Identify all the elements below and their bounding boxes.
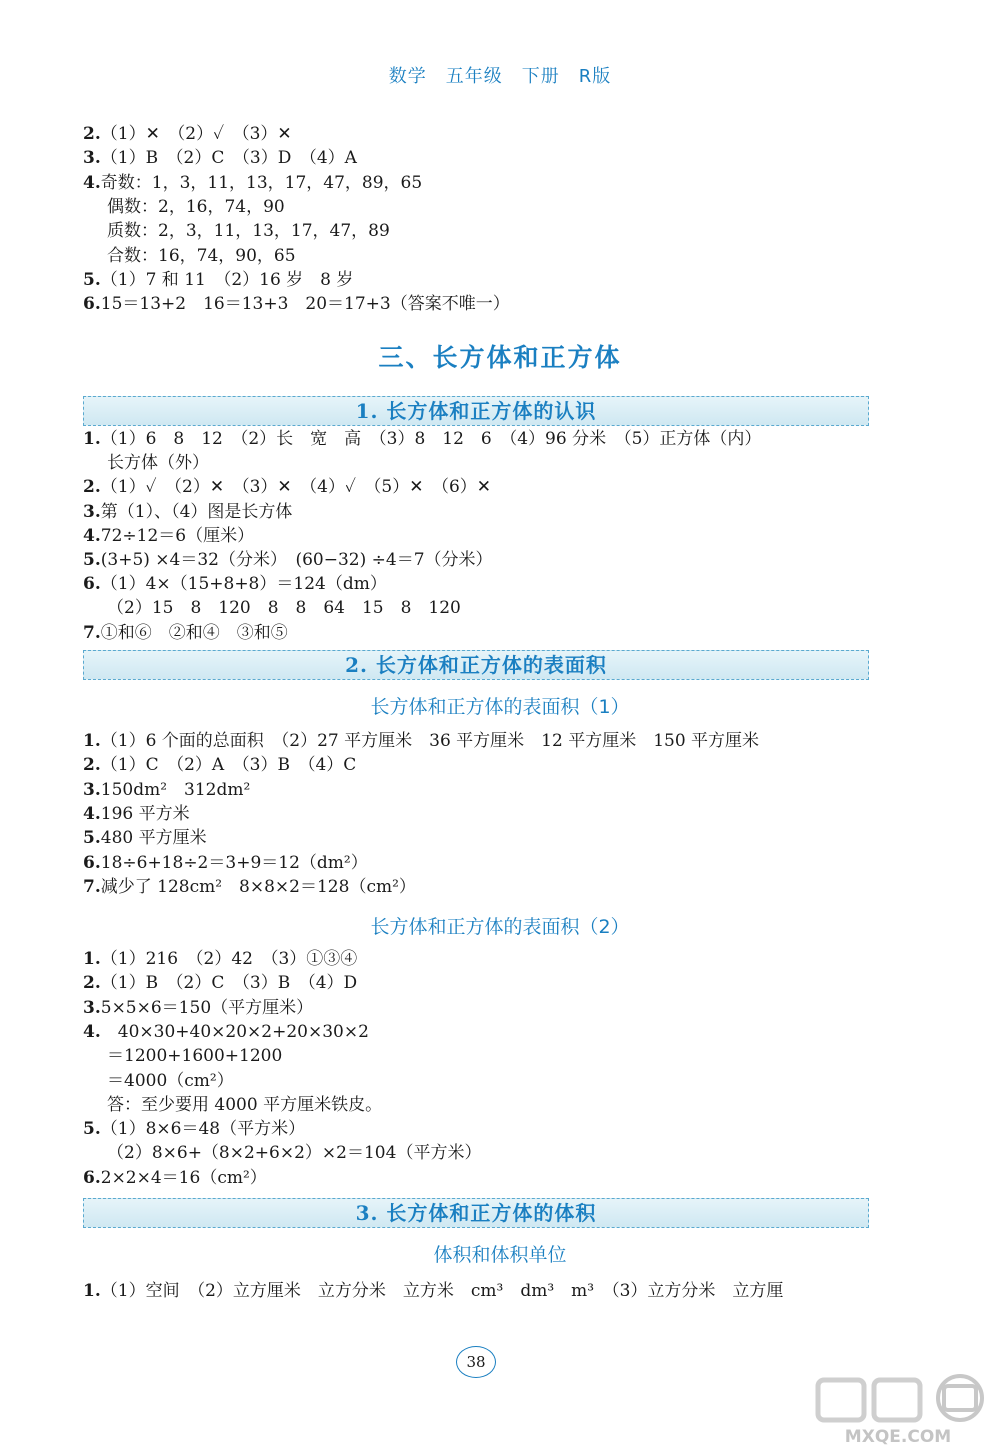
answer-line xyxy=(107,452,209,474)
question-number: 4. xyxy=(83,1021,101,1042)
answer-line xyxy=(83,269,353,291)
question-number: 4. xyxy=(83,525,101,546)
answer-line xyxy=(83,876,416,898)
answer-line xyxy=(107,1070,234,1092)
answer-text: （1）✕ （2）✓ （3）✕ xyxy=(100,124,292,144)
answer-line xyxy=(83,1118,305,1140)
question-number: 5. xyxy=(83,828,101,849)
answer-line xyxy=(107,220,390,242)
answer-text: 150dm² 312dm² xyxy=(100,779,251,800)
answer-text: ①和⑥ ②和④ ③和⑤ xyxy=(100,622,288,643)
question-number: 7. xyxy=(83,876,101,897)
answer-text: 奇数：1，3，11，13，17，47，89，65 xyxy=(100,172,423,193)
answer-line xyxy=(83,852,368,874)
question-number: 6. xyxy=(83,852,101,873)
answer-line xyxy=(107,196,285,218)
answer-line xyxy=(83,428,761,450)
answer-line xyxy=(83,172,422,194)
answer-text: (3+5) ×4＝32（分米） (60−32) ÷4＝7（分米） xyxy=(100,550,493,570)
answer-line xyxy=(83,573,387,595)
answer-line xyxy=(83,293,510,315)
question-number: 6. xyxy=(83,1167,101,1188)
question-number: 2. xyxy=(83,477,101,498)
question-number: 3. xyxy=(83,148,101,169)
question-number: 4. xyxy=(83,803,101,824)
answer-text: （1）✓ （2）✕ （3）✕ （4）✓ （5）✕ （6）✕ xyxy=(100,477,492,498)
answer-text: 15＝13+2 16＝13+3 20＝17+3（答案不唯一） xyxy=(100,294,510,315)
question-number: 3. xyxy=(83,501,101,522)
question-number: 2. xyxy=(83,124,101,144)
subsection-title-3: 体积和体积单位 xyxy=(433,1244,567,1266)
question-number: 3. xyxy=(83,779,101,800)
answer-line xyxy=(83,997,313,1019)
answer-line xyxy=(83,123,292,145)
answer-text: 5×5×6＝150（平方厘米） xyxy=(100,997,314,1018)
section-banner-2: 2. 长方体和正方体的表面积 xyxy=(83,650,869,680)
answer-text: （1）B （2）C （3）B （4）D xyxy=(100,973,358,994)
answer-line xyxy=(107,1045,282,1067)
question-number: 2. xyxy=(83,973,101,994)
answer-line xyxy=(83,730,759,752)
answer-line xyxy=(83,525,254,547)
answer-text: 偶数：2，16，74，90 xyxy=(107,196,285,217)
answer-text: 答：至少要用 4000 平方厘米铁皮。 xyxy=(107,1094,383,1115)
answer-text: （1）6 8 12 （2）长 宽 高 （3）8 12 6 （4）96 分米 （5）正方体（内） xyxy=(100,429,762,449)
question-number: 1. xyxy=(83,1281,101,1301)
answer-line xyxy=(83,622,288,644)
answer-line xyxy=(83,549,493,571)
question-number: 6. xyxy=(83,574,101,595)
question-number: 6. xyxy=(83,294,101,315)
answer-text: ＝1200+1600+1200 xyxy=(107,1046,283,1067)
answer-line xyxy=(83,754,356,776)
answer-line xyxy=(83,147,357,169)
page-number: 38 xyxy=(456,1346,496,1378)
section-banner-1: 1. 长方体和正方体的认识 xyxy=(83,396,869,426)
answer-text: （2）8×6+（8×2+6×2）×2＝104（平方米） xyxy=(107,1143,482,1164)
answer-line xyxy=(83,827,207,849)
answer-line xyxy=(83,948,357,970)
answer-text: 质数：2，3，11，13，17，47，89 xyxy=(107,221,390,242)
question-number: 1. xyxy=(83,949,101,969)
question-number: 1. xyxy=(83,429,101,449)
section-banner-3: 3. 长方体和正方体的体积 xyxy=(83,1198,869,1228)
subsection-title-2: 长方体和正方体的表面积（2） xyxy=(370,916,630,938)
chapter-title: 三、长方体和正方体 xyxy=(378,343,622,372)
answer-text: ＝4000（cm²） xyxy=(107,1070,234,1091)
answer-text: 72÷12＝6（厘米） xyxy=(100,525,255,546)
question-number: 5. xyxy=(83,550,101,570)
answer-text: 合数：16，74，90，65 xyxy=(107,245,296,266)
answer-text: 480 平方厘米 xyxy=(100,828,207,849)
question-number: 5. xyxy=(83,1119,101,1140)
watermark-logo-mark xyxy=(818,1376,982,1420)
answer-line xyxy=(83,972,357,994)
answer-text: （1）C （2）A （3）B （4）C xyxy=(100,755,357,776)
question-number: 2. xyxy=(83,755,101,776)
answer-line xyxy=(107,245,296,267)
watermark-logo xyxy=(808,1368,988,1448)
answer-line xyxy=(83,501,292,523)
answer-text: 长方体（外） xyxy=(107,453,209,474)
answer-text: （1）6 个面的总面积 （2）27 平方厘米 36 平方厘米 12 平方厘米 150 平方厘米 xyxy=(100,731,760,751)
answer-line xyxy=(107,1142,481,1164)
question-number: 4. xyxy=(83,172,101,193)
answer-text: （1）空间 （2）立方厘米 立方分米 立方米 cm³ dm³ m³ （3）立方分米 立方厘 xyxy=(100,1281,784,1301)
answer-text: 40×30+40×20×2+20×30×2 xyxy=(100,1021,369,1042)
answer-text: 减少了 128cm² 8×8×2＝128（cm²） xyxy=(100,876,416,897)
answer-text: （1）7 和 11 （2）16 岁 8 岁 xyxy=(100,269,354,290)
answer-text: 196 平方米 xyxy=(100,803,190,824)
subsection-title-1: 长方体和正方体的表面积（1） xyxy=(370,696,630,718)
answer-text: （2）15 8 120 8 8 64 15 8 120 xyxy=(107,598,461,619)
answer-text: （1）4×（15+8+8）＝124（dm） xyxy=(100,574,387,595)
answer-line xyxy=(107,1094,382,1116)
answer-line xyxy=(83,803,190,825)
answer-line xyxy=(107,597,461,619)
answer-line xyxy=(83,476,491,498)
question-number: 7. xyxy=(83,622,101,643)
answer-text: （1）8×6＝48（平方米） xyxy=(100,1119,306,1140)
question-number: 3. xyxy=(83,997,101,1018)
question-number: 5. xyxy=(83,269,101,290)
watermark-text: MXQE.COM xyxy=(844,1427,952,1447)
answer-text: （1）216 （2）42 （3）①③④ xyxy=(100,949,358,969)
answer-line xyxy=(83,1021,369,1043)
answer-line xyxy=(83,1167,267,1189)
answer-text: 第（1）、（4）图是长方体 xyxy=(100,501,293,522)
answer-line xyxy=(83,779,250,801)
page-header: 数学 五年级 下册 R版 xyxy=(388,66,612,87)
answer-text: 18÷6+18÷2＝3+9＝12（dm²） xyxy=(100,852,368,873)
question-number: 1. xyxy=(83,731,101,751)
answer-text: 2×2×4＝16（cm²） xyxy=(100,1167,267,1188)
answer-text: （1）B （2）C （3）D （4）A xyxy=(100,148,357,169)
answer-line xyxy=(83,1280,783,1302)
